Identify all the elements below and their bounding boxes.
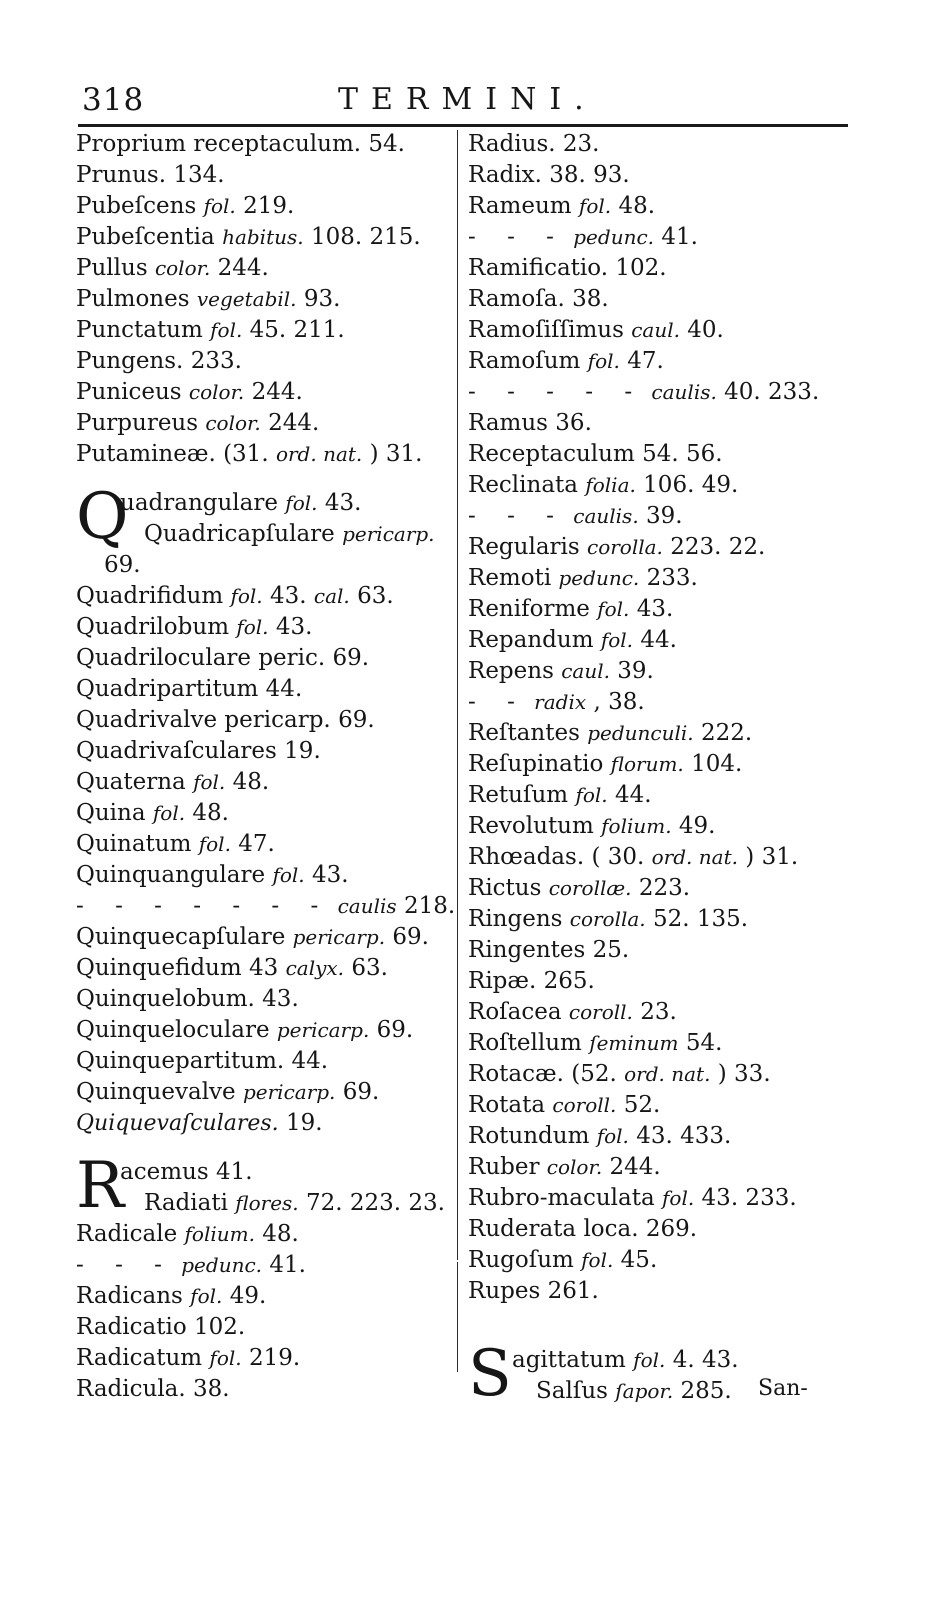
index-entry: Rubro-maculata fol. 43. 233.: [468, 1185, 797, 1211]
index-entry: Quadripartitum 44.: [76, 676, 303, 702]
index-entry: Pulmones vegetabil. 93.: [76, 286, 341, 312]
index-entry: Ramoſum fol. 47.: [468, 348, 664, 374]
index-entry: Radicatio 102.: [76, 1314, 246, 1340]
index-entry: Quadrifidum fol. 43. cal. 63.: [76, 583, 394, 609]
index-entry: Rupes 261.: [468, 1278, 599, 1304]
r-second-line: Radiati flores. 72. 223. 23.: [144, 1190, 445, 1216]
index-entry: Rotundum fol. 43. 433.: [468, 1123, 732, 1149]
index-entry: Pubeſcens fol. 219.: [76, 193, 295, 219]
index-entry: Regularis corolla. 223. 22.: [468, 534, 766, 560]
index-entry: Pullus color. 244.: [76, 255, 269, 281]
index-entry: Rameum fol. 48.: [468, 193, 656, 219]
spacer: [468, 1307, 858, 1345]
index-entry: - - - pedunc. 41.: [76, 1252, 306, 1278]
s-second-line: Salſus ſapor. 285.: [536, 1378, 732, 1404]
index-entry: Rotacæ. (52. ord. nat. ) 33.: [468, 1061, 771, 1087]
index-entry: Prunus. 134.: [76, 162, 225, 188]
index-entry: Punctatum fol. 45. 211.: [76, 317, 345, 343]
index-entry: Radicale folium. 48.: [76, 1221, 299, 1247]
index-entry: Radicula. 38.: [76, 1376, 230, 1402]
r-first-line: acemus 41.: [120, 1159, 253, 1185]
index-entry: Ramificatio. 102.: [468, 255, 667, 281]
index-entry: Quina fol. 48.: [76, 800, 229, 826]
index-entry: Reniforme fol. 43.: [468, 596, 674, 622]
spacer: [76, 470, 456, 488]
index-entry: - - - pedunc. 41.: [468, 224, 698, 250]
index-entry: Ringens corolla. 52. 135.: [468, 906, 749, 932]
index-entry: Quadrivaſculares 19.: [76, 738, 321, 764]
index-entry: Radix. 38. 93.: [468, 162, 630, 188]
index-entry: Quinatum fol. 47.: [76, 831, 275, 857]
q-section-head: [76, 480, 456, 554]
index-entry: Quinquecapſulare pericarp. 69.: [76, 924, 429, 950]
index-entry: Remoti pedunc. 233.: [468, 565, 698, 591]
running-title: TERMINI.: [338, 82, 597, 117]
index-entry: Rugoſum fol. 45.: [468, 1247, 658, 1273]
index-entry: Quinquevalve pericarp. 69.: [76, 1079, 380, 1105]
q-entries: [76, 581, 456, 1139]
index-entry: Pubeſcentia habitus. 108. 215.: [76, 224, 421, 250]
index-entry: Radicatum fol. 219.: [76, 1345, 301, 1371]
index-entry: Ringentes 25.: [468, 937, 630, 963]
p-entries: [76, 129, 456, 470]
index-entry: Revolutum folium. 49.: [468, 813, 716, 839]
index-entry: Proprium receptaculum. 54.: [76, 131, 405, 157]
index-entry: Rictus corollæ. 223.: [468, 875, 691, 901]
column-divider-lower: [457, 1262, 458, 1372]
catchword: San-: [758, 1376, 808, 1401]
index-entry: Rotata coroll. 52.: [468, 1092, 661, 1118]
left-column: [76, 129, 456, 1405]
index-entry: Quinqueloculare pericarp. 69.: [76, 1017, 414, 1043]
q-second-line: Quadricapſulare pericarp.: [144, 521, 435, 547]
index-entry: Quadrivalve pericarp. 69.: [76, 707, 375, 733]
q-first-line: uadrangulare fol. 43.: [120, 490, 362, 516]
index-entry: Receptaculum 54. 56.: [468, 441, 723, 467]
q-drop-cap: Q: [76, 480, 129, 554]
index-entry: Quiquevaſculares. 19.: [76, 1110, 323, 1136]
index-entry: Ruber color. 244.: [468, 1154, 661, 1180]
index-entry: - - - caulis. 39.: [468, 503, 683, 529]
index-entry: Retuſum fol. 44.: [468, 782, 652, 808]
index-entry: Rhœadas. ( 30. ord. nat. ) 31.: [468, 844, 799, 870]
index-entry: Roſtellum ſeminum 54.: [468, 1030, 723, 1056]
index-entry: Reclinata folia. 106. 49.: [468, 472, 739, 498]
page-number: 318: [82, 82, 145, 118]
r-drop-cap: R: [76, 1149, 125, 1223]
index-entry: Quaterna fol. 48.: [76, 769, 270, 795]
index-entry: Repandum fol. 44.: [468, 627, 677, 653]
index-entry: Pungens. 233.: [76, 348, 242, 374]
r-entries: [76, 1219, 456, 1405]
index-entry: Radicans fol. 49.: [76, 1283, 267, 1309]
index-entry: - - radix , 38.: [468, 689, 645, 715]
q-second-continuation: 69.: [104, 552, 141, 578]
index-entry: Reſupinatio florum. 104.: [468, 751, 743, 777]
index-entry: Ruderata loca. 269.: [468, 1216, 698, 1242]
index-entry: Quinquangulare fol. 43.: [76, 862, 349, 888]
index-entry: Ramoſa. 38.: [468, 286, 609, 312]
index-entry: Ripæ. 265.: [468, 968, 595, 994]
index-entry: Quadrilobum fol. 43.: [76, 614, 313, 640]
s-first-line: agittatum fol. 4. 43.: [512, 1347, 739, 1373]
index-entry: Putamineæ. (31. ord. nat. ) 31.: [76, 441, 423, 467]
spacer: [76, 1139, 456, 1157]
index-entry: Quinquelobum. 43.: [76, 986, 299, 1012]
index-entry: Puniceus color. 244.: [76, 379, 303, 405]
r-entries-continued: [468, 129, 858, 1307]
column-divider-upper: [457, 130, 458, 1260]
index-entry: Ramus 36.: [468, 410, 592, 436]
index-entry: Repens caul. 39.: [468, 658, 654, 684]
index-entry: Reſtantes pedunculi. 222.: [468, 720, 753, 746]
right-column: [468, 129, 858, 1411]
index-entry: Quadriloculare peric. 69.: [76, 645, 370, 671]
index-entry: Roſacea coroll. 23.: [468, 999, 677, 1025]
index-entry: Quinquepartitum. 44.: [76, 1048, 329, 1074]
index-entry: - - - - - caulis. 40. 233.: [468, 379, 820, 405]
r-section-head: [76, 1149, 456, 1223]
index-entry: Quinquefidum 43 calyx. 63.: [76, 955, 388, 981]
index-entry: Ramoſiſſimus caul. 40.: [468, 317, 724, 343]
index-entry: Purpureus color. 244.: [76, 410, 320, 436]
index-entry: Radius. 23.: [468, 131, 600, 157]
header-rule: [78, 124, 848, 127]
index-entry: - - - - - - - caulis 218.: [76, 893, 456, 919]
s-drop-cap: S: [468, 1337, 512, 1411]
